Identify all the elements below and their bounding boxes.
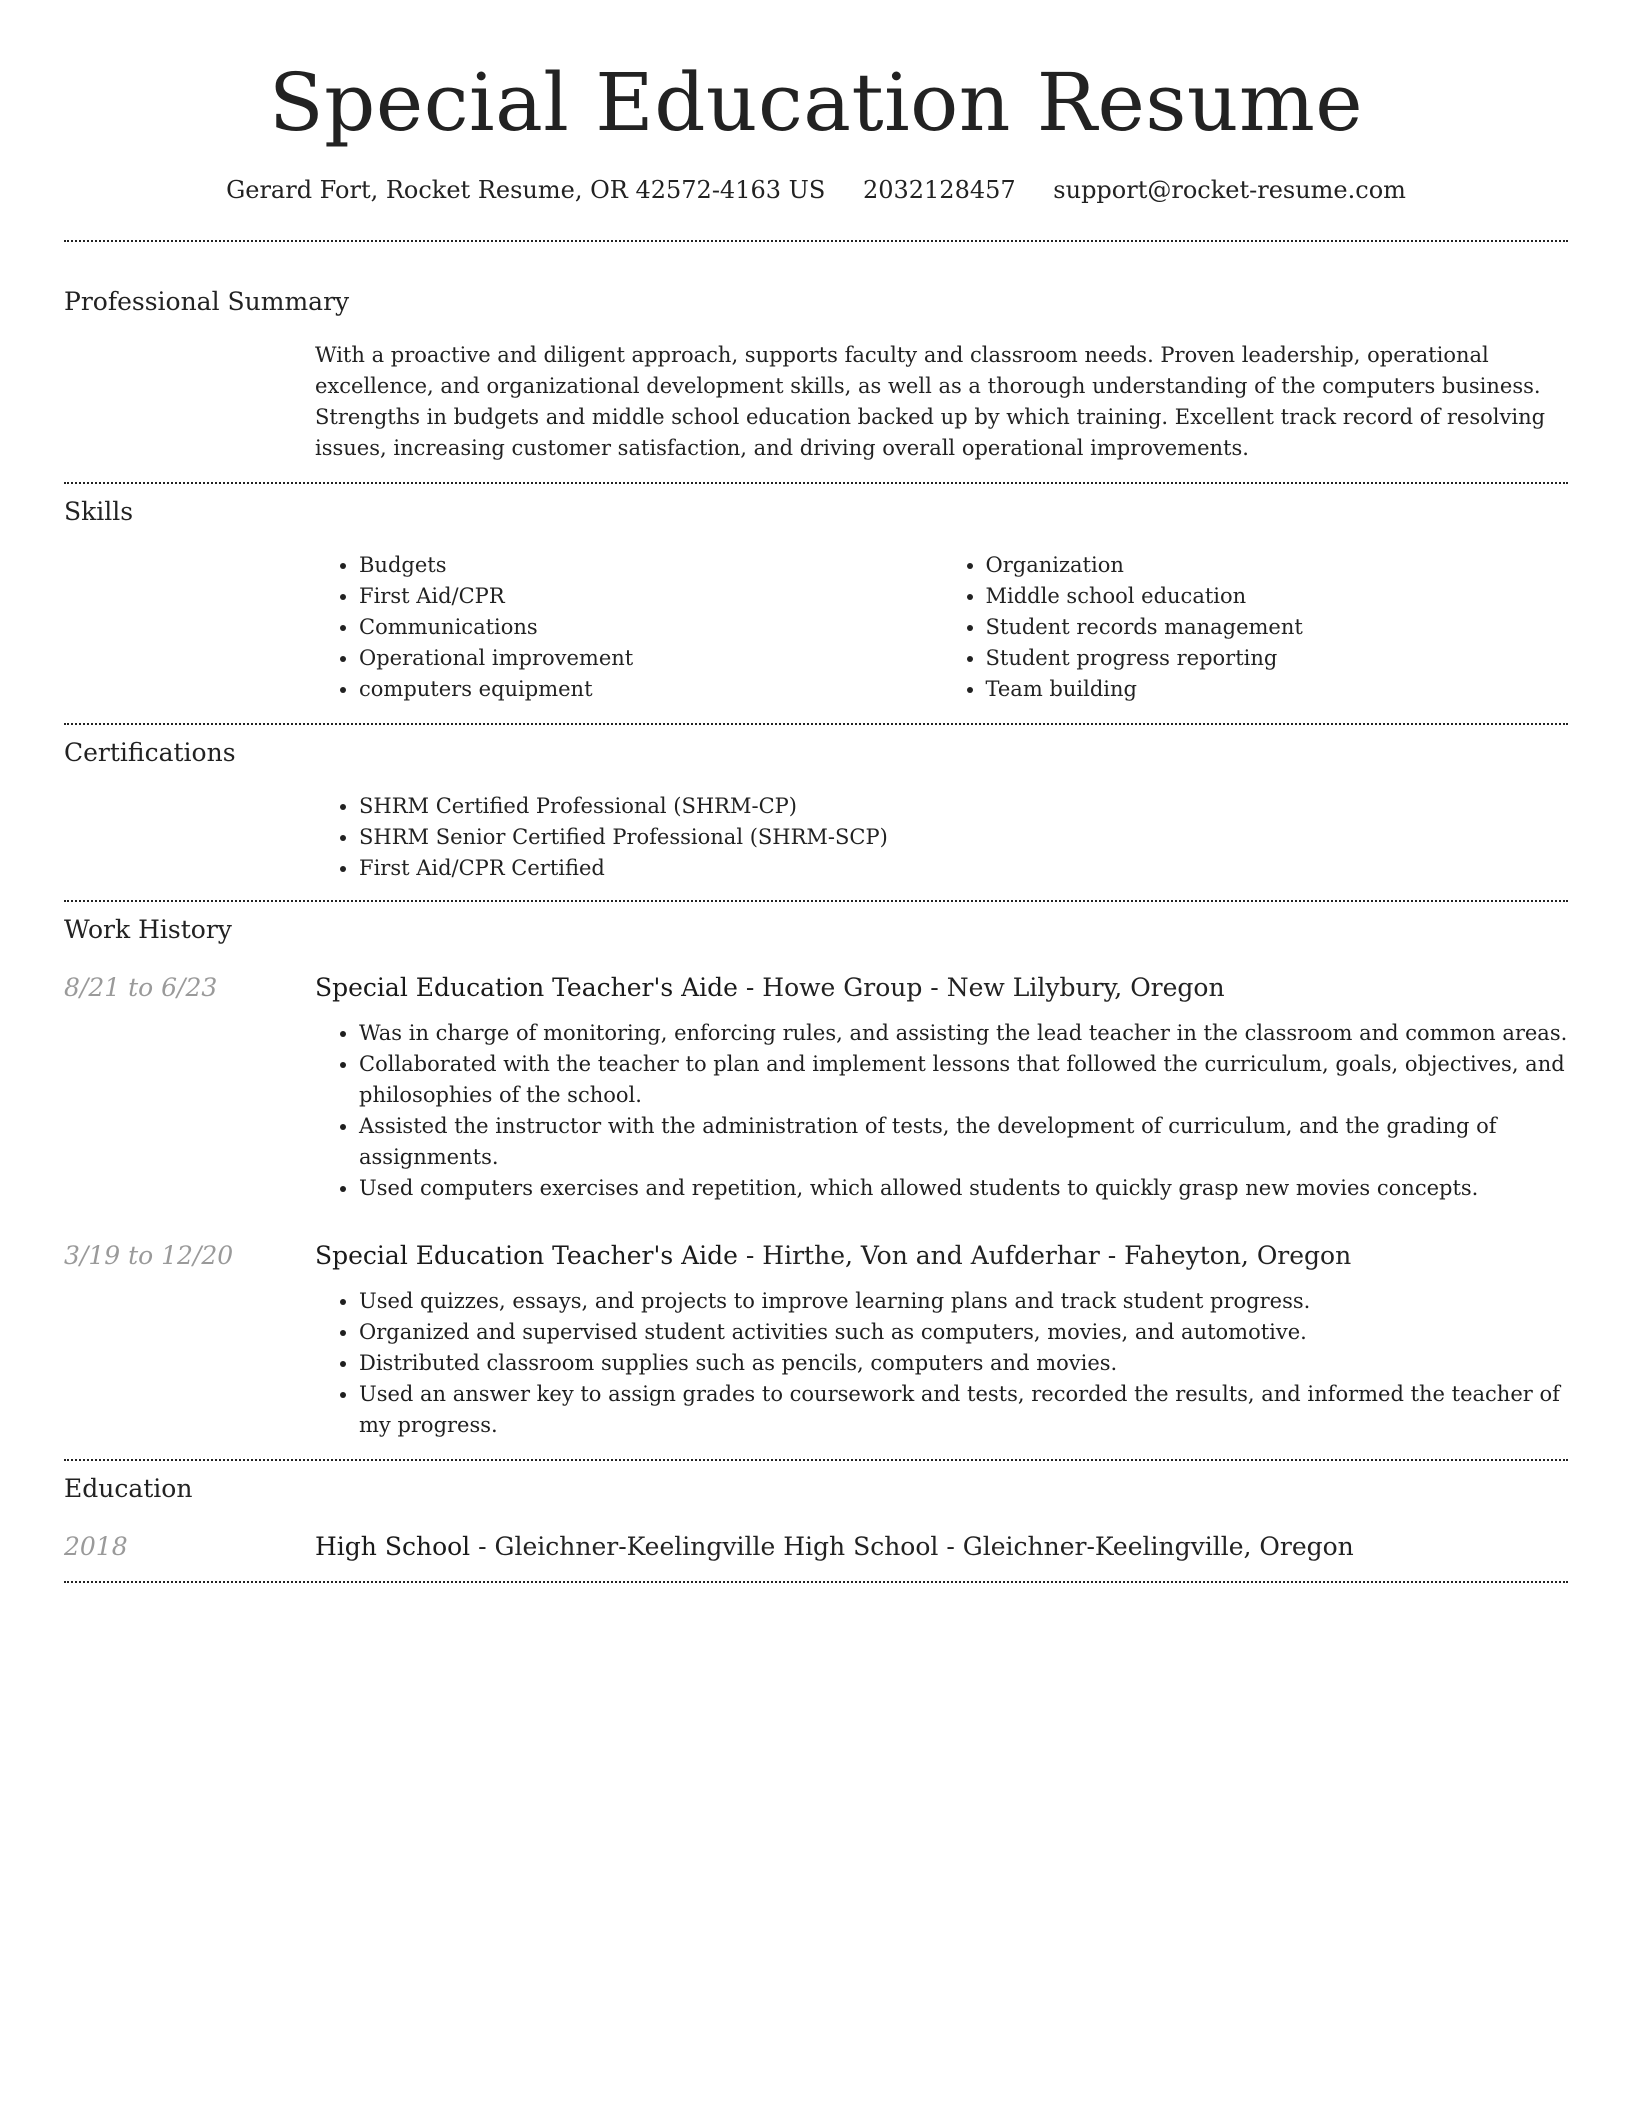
skill-item: • computers equipment [359, 674, 942, 705]
contact-phone: 2032128457 [862, 176, 1016, 204]
job-heading [315, 1240, 1568, 1272]
education-degree: High School [315, 1532, 471, 1561]
certification-item: • SHRM Certified Professional (SHRM-CP) [359, 791, 1568, 822]
skill-item: • Operational improvement [359, 643, 942, 674]
skills-column-left [315, 550, 942, 705]
summary-heading: Professional Summary [64, 287, 350, 316]
summary-text: With a proactive and diligent approach, supports faculty and classroom needs. Proven leadership, operational excellence, and organizational development skills, as well as a thorough understanding of the computers business. Strengths in budgets and middle school education backed up by which training. Excellent track record of resolving issues, increasing customer satisfaction, and driving overall operational improvements. [315, 343, 1546, 460]
contact-address: Gerard Fort, Rocket Resume, OR 42572-4163 US [226, 176, 826, 204]
job-dates: 8/21 to 6/23 [64, 973, 218, 1002]
skill-item: • First Aid/CPR [359, 581, 942, 612]
job-bullet: • Distributed classroom supplies such as pencils, computers and movies. [359, 1348, 1568, 1379]
job-bullet: • Used computers exercises and repetition, which allowed students to quickly grasp new movies concepts. [359, 1173, 1568, 1204]
divider [64, 240, 1568, 242]
certification-item: • First Aid/CPR Certified [359, 853, 1568, 884]
skill-item: • Student records management [986, 612, 1569, 643]
skill-item: • Student progress reporting [986, 643, 1569, 674]
education-entry [64, 1531, 1568, 1563]
job-bullet: • Assisted the instructor with the administration of tests, the development of curriculum, and the grading of assignments. [359, 1111, 1568, 1173]
job-bullet: • Organized and supervised student activities such as computers, movies, and automotive. [359, 1317, 1568, 1348]
divider [64, 482, 1568, 484]
job-bullets [315, 1018, 1568, 1204]
education-heading-line [315, 1531, 1568, 1563]
job-role: Special Education Teacher's Aide [315, 973, 738, 1002]
job-heading [315, 972, 1568, 1004]
job-employer: - Hirthe, Von and Aufderhar - Faheyton, Oregon [737, 1241, 1352, 1270]
certification-item: • SHRM Senior Certified Professional (SHRM-SCP) [359, 822, 1568, 853]
skills-list [315, 550, 1568, 705]
education-year: 2018 [64, 1532, 128, 1561]
divider [64, 900, 1568, 902]
skill-item: • Organization [986, 550, 1569, 581]
education-heading: Education [64, 1474, 193, 1503]
contact-line [64, 174, 1568, 206]
resume-title: Special Education Resume [268, 56, 1364, 149]
job-role: Special Education Teacher's Aide [315, 1241, 738, 1270]
skill-item: • Budgets [359, 550, 942, 581]
job-entry [64, 1240, 1568, 1441]
job-bullet: • Was in charge of monitoring, enforcing rules, and assisting the lead teacher in the classroom and common areas. [359, 1018, 1568, 1049]
divider [64, 1581, 1568, 1583]
skill-item: • Team building [986, 674, 1569, 705]
work-history-heading: Work History [64, 915, 232, 944]
job-dates: 3/19 to 12/20 [64, 1241, 234, 1270]
job-entry [64, 972, 1568, 1204]
education-school: - Gleichner-Keelingville High School - Gleichner-Keelingville, Oregon [470, 1532, 1354, 1561]
skills-heading: Skills [64, 497, 134, 526]
skills-column-right [942, 550, 1569, 705]
job-bullets [315, 1286, 1568, 1441]
contact-email: support@rocket-resume.com [1053, 176, 1406, 204]
job-bullet: • Used an answer key to assign grades to coursework and tests, recorded the results, and informed the teacher of my progress. [359, 1379, 1568, 1441]
resume-page [64, 0, 1568, 1583]
certifications-heading: Certifications [64, 738, 236, 767]
skill-item: • Middle school education [986, 581, 1569, 612]
job-bullet: • Used quizzes, essays, and projects to improve learning plans and track student progress. [359, 1286, 1568, 1317]
divider [64, 723, 1568, 725]
skill-item: • Communications [359, 612, 942, 643]
divider [64, 1459, 1568, 1461]
job-employer: - Howe Group - New Lilybury, Oregon [737, 973, 1225, 1002]
certifications-list [315, 791, 1568, 884]
job-bullet: • Collaborated with the teacher to plan and implement lessons that followed the curriculum, goals, objectives, and philosophies of the school. [359, 1049, 1568, 1111]
